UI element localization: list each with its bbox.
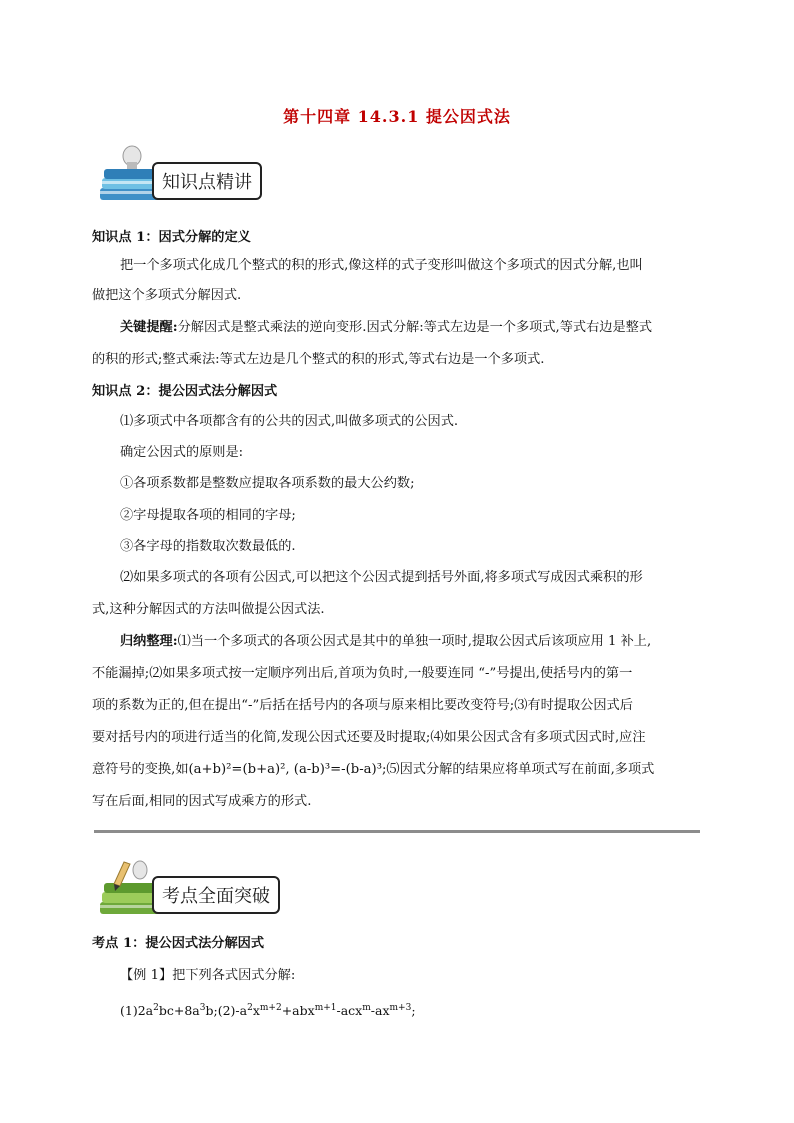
kp2-item: ⑵如果多项式的各项有公因式,可以把这个公因式提到括号外面,将多项式写成因式乘积的形: [120, 570, 643, 585]
kp2-summary-line: 意符号的变换,如(a+b)²=(b+a)², (a-b)³=-(b-a)³;⑸因式分解的结果应将单项式写在前面,多项式: [92, 762, 655, 777]
kp1-paragraph-line: 做把这个多项式分解因式.: [92, 288, 242, 303]
tip-label: 关键提醒:: [120, 320, 178, 335]
tip-text: 分解因式是整式乘法的逆向变形.因式分解:等式左边是一个多项式,等式右边是整式: [177, 320, 653, 335]
kp2-summary-line: 不能漏掉;⑵如果多项式按一定顺序列出后,首项为负时,一般要连同 “-”号提出,使括号内的第一: [92, 666, 633, 681]
kp2-summary-line: 写在后面,相同的因式写成乘方的形式.: [92, 794, 312, 809]
exam-banner: [94, 858, 284, 918]
page-title: 第十四章 14.3.1 提公因式法: [283, 107, 511, 126]
kp2-item: 式,这种分解因式的方法叫做提公因式法.: [92, 602, 325, 617]
section-divider: [94, 830, 700, 833]
kp2-principle: 确定公因式的原则是:: [120, 445, 244, 460]
exam-banner-label: 考点全面突破: [152, 876, 280, 914]
summary-text: ⑴当一个多项式的各项公因式是其中的单独一项时,提取公因式后该项应用 1 补上,: [177, 634, 652, 649]
kp1-tip-line: [120, 318, 730, 338]
kp1-tip-line: 的积的形式;整式乘法:等式左边是几个整式的积的形式,等式右边是一个多项式.: [92, 352, 545, 367]
kp1-heading: 知识点 1：因式分解的定义: [92, 230, 251, 245]
kp2-heading: 知识点 2：提公因式法分解因式: [92, 384, 278, 399]
summary-label: 归纳整理:: [120, 634, 178, 649]
kp2-summary-line: 要对括号内的项进行适当的化简,发现公因式还要及时提取;⑷如果公因式含有多项式因式时,应注: [92, 730, 646, 745]
knowledge-banner-label: 知识点精讲: [152, 162, 262, 200]
example-prompt: 【例 1】把下列各式因式分解:: [120, 968, 296, 983]
knowledge-banner: [94, 144, 284, 204]
kp2-item: ⑴多项式中各项都含有的公共的因式,叫做多项式的公因式.: [120, 414, 459, 429]
kp1-paragraph-line: 把一个多项式化成几个整式的积的形式,像这样的式子变形叫做这个多项式的因式分解,也叫: [120, 258, 643, 273]
kp2-summary-line: [120, 632, 730, 652]
kp2-rule: ②字母提取各项的相同的字母;: [120, 508, 296, 523]
example-expression: $(1)2a^2bc+8a^3b;(2)-a^2x^{m+2}+abx^{m+1}-acx^m-ax^{m+3}$;: [120, 1003, 416, 1018]
kp2-summary-line: 项的系数为正的,但在提出“-”后括在括号内的各项与原来相比要改变符号;⑶有时提取公因式后: [92, 698, 633, 713]
kd1-heading: 考点 1：提公因式法分解因式: [92, 936, 265, 951]
kp2-rule: ③各字母的指数取次数最低的.: [120, 539, 296, 554]
kp2-rule: ①各项系数都是整数应提取各项系数的最大公约数;: [120, 476, 415, 491]
